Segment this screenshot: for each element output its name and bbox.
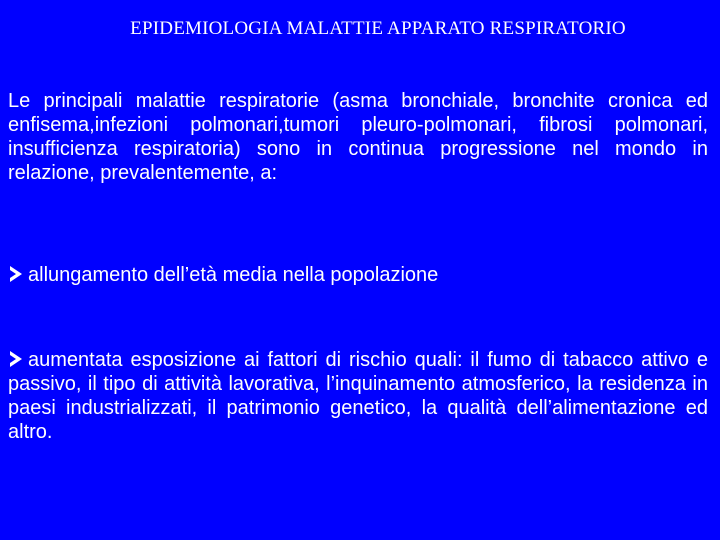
slide-title: EPIDEMIOLOGIA MALATTIE APPARATO RESPIRATORIO bbox=[130, 18, 626, 39]
intro-paragraph: Le principali malattie respiratorie (asma bronchiale, bronchite cronica ed enfisema,infezioni polmonari,tumori pleuro-polmonari, fibrosi polmonari, insufficienza respiratoria) sono in continua progressione nel mondo in relazione, prevalentemente, a: bbox=[8, 90, 708, 184]
bullet-text: allungamento dell’età media nella popolazione bbox=[28, 264, 439, 286]
arrow-bullet-icon bbox=[8, 265, 24, 283]
bullet-item bbox=[8, 348, 708, 444]
bullet-text: aumentata esposizione ai fattori di rischio quali: il fumo di tabacco attivo e passivo, il tipo di attività lavorativa, l’inquinamento atmosferico, la residenza in paesi industrializzati, il patrimonio genetico, la qualità dell’alimentazione ed altro. bbox=[8, 349, 708, 443]
arrow-bullet-icon bbox=[8, 350, 24, 368]
bullet-item bbox=[8, 263, 708, 287]
